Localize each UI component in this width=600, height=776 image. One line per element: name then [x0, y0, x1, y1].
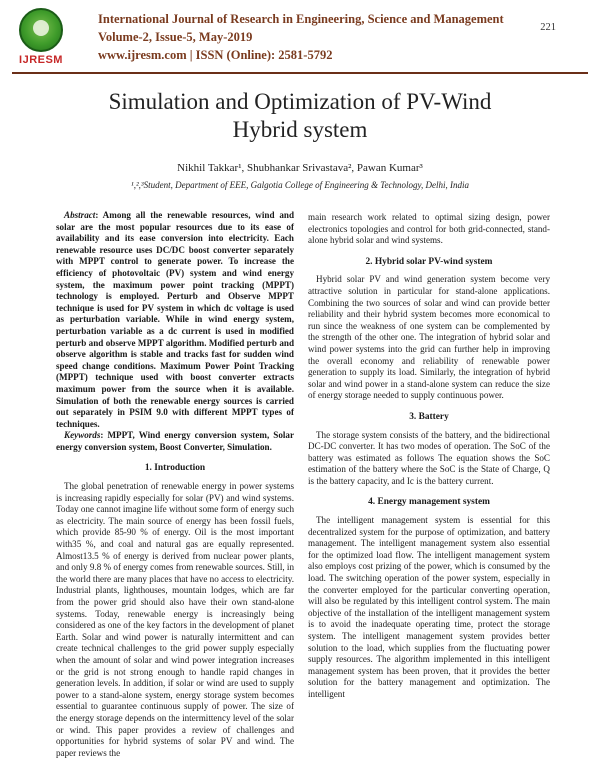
keywords-text: : MPPT, Wind energy conversion system, Solar energy conversion system, Boost Converter, Simulation.: [56, 430, 294, 452]
journal-volume: Volume-2, Issue-5, May-2019: [98, 30, 253, 44]
affiliation: ¹,²,³Student, Department of EEE, Galgotia College of Engineering & Technology, Delhi, India: [131, 180, 469, 190]
page-number: 221: [540, 22, 556, 33]
section-heading-energy-management: 4. Energy management system: [368, 497, 490, 508]
introduction-text: The global penetration of renewable energy in power systems is increasing rapidly especially for solar (PV) and wind systems. Today one cannot imagine life without some form of energy such as electricity. The main source of energy has been fossil fuels, which provide 85-90 % of energy. Oil is the most important with35 %, and coal and natural gas are equally represented. Almost13.5 % of energy is derived from nuclear power plants, and only 9.8 % of energy comes from renewable sources. Still, in the world there are many places that have no access to electricity. Industrial plants, lighthouses, mountain lodges, which are far from the power grid should also have their own stand-alone systems. Today, renewable energy is increasingly being considered as one of the key factors in the development of planet Earth. Solar and wind power is naturally intermittent and can create technical challenges to the grid power supply especially when the amount of solar and wind power integration increases or the grid is not strong enough to handle rapid changes in generation levels. In addition, if solar or wind are used to supply power to a stand-alone system, energy storage system becomes essential to guarantee continuous supply of power. The size of the energy storage depends on the intermittency level of the solar or wind. This paper provides a review of challenges and opportunities for hybrid systems of solar PV and wind. The paper reviews the: [56, 481, 294, 758]
paper-title: [40, 88, 560, 144]
journal-logo: [12, 8, 70, 66]
journal-website-issn: www.ijresm.com | ISSN (Online): 2581-5792: [98, 48, 333, 62]
journal-header: [98, 10, 528, 64]
journal-name: International Journal of Research in Engineering, Science and Management: [98, 12, 504, 26]
hybrid-text: Hybrid solar PV and wind generation system become very attractive solution in particular for stand-alone applications. Combining the two sources of solar and wind can provide better reliability and their hybrid system becomes more economical to run since the weakness of one system can be complemented by the strength of the other one. The integration of hybrid solar and wind power systems into the grid can further help in improving the overall economy and reliability of renewable power generation to supply its load. Similarly, the integration of hybrid solar and wind power in a stand-alone system can reduce the size of energy storage needed to supply continuous power.: [308, 274, 550, 401]
section-heading-introduction: 1. Introduction: [144, 463, 206, 474]
keywords: [56, 430, 294, 453]
introduction-continued-text: main research work related to optimal sizing design, power electronics topologies and control for both grid-connected, stand-alone hybrid solar and wind systems.: [308, 212, 550, 246]
title-line-1: Simulation and Optimization of PV-Wind: [108, 89, 492, 114]
keywords-label: Keywords: [64, 430, 101, 441]
section-heading-hybrid: 2. Hybrid solar PV-wind system: [365, 256, 493, 267]
left-column: [56, 210, 294, 759]
section-heading-battery: 3. Battery: [409, 411, 449, 422]
logo-text: IJRESM: [19, 54, 63, 66]
title-line-2: Hybrid system: [232, 117, 368, 142]
battery-text: The storage system consists of the battery, and the bidirectional DC-DC converter. It has two modes of operation. The SoC of the battery was estimated as follows The equation shows the SoC estimation of the battery where the SoC is the State of Charge, Q is the battery capacity, and Ic is the battery current.: [308, 429, 550, 486]
abstract: [56, 210, 294, 430]
energy-management-text: The intelligent management system is essential for this decentralized system for the purpose of optimization, and battery management. The intelligent management system also essential for the optimized load flow. The intelligent management system also employs cost prizing of the power, which is consumed by the load. The switching operation of the power system, especially in the converter employed for the particular converting operation, will also be regulated by this intelligent control system. The main objective of the installation of the intelligent management system is to avoid the inadequate operating time, protect the storage system. The intelligent management system provides better solution to the load, which supplies from the fluctuating power supply resources. The algorithm implemented in this intelligent management system has been proven, that it provides the better solution for the battery management and optimization. The intelligent: [308, 515, 550, 699]
header-divider: [12, 72, 588, 74]
right-column: [308, 212, 550, 701]
abstract-text: : Among all the renewable resources, wind and solar are the most popular resources due to its ease of availability and its ease conversion into electricity. Each renewable resource uses DC/DC boost converter separately with MPPT control to generate power. To increase the efficiency of photovoltaic (PV) system and wind energy system, the maximum power point tracking (MPPT) technology is employed. Perturb and Observe MPPT technique is used for PV system in which dc voltage is used as perturbation variable. While in wind energy system, perturbation variable as a dc current is used in modified perturb and observe MPPT algorithm. Modified perturb and observe algorithm is stable and tracks fast for sudden wind speed change conditions. Maximum Power Point Tracking (MPPT) technique used with boost converter extracts maximum power from the source when it is available. Simulation of both the renewable energy sources is carried out separately in PSIM 9.0 with different MPPT types of techniques.: [56, 210, 294, 429]
logo-seal-icon: [19, 8, 63, 52]
authors: Nikhil Takkar¹, Shubhankar Srivastava², Pawan Kumar³: [177, 162, 423, 174]
abstract-label: Abstract: [64, 210, 96, 220]
